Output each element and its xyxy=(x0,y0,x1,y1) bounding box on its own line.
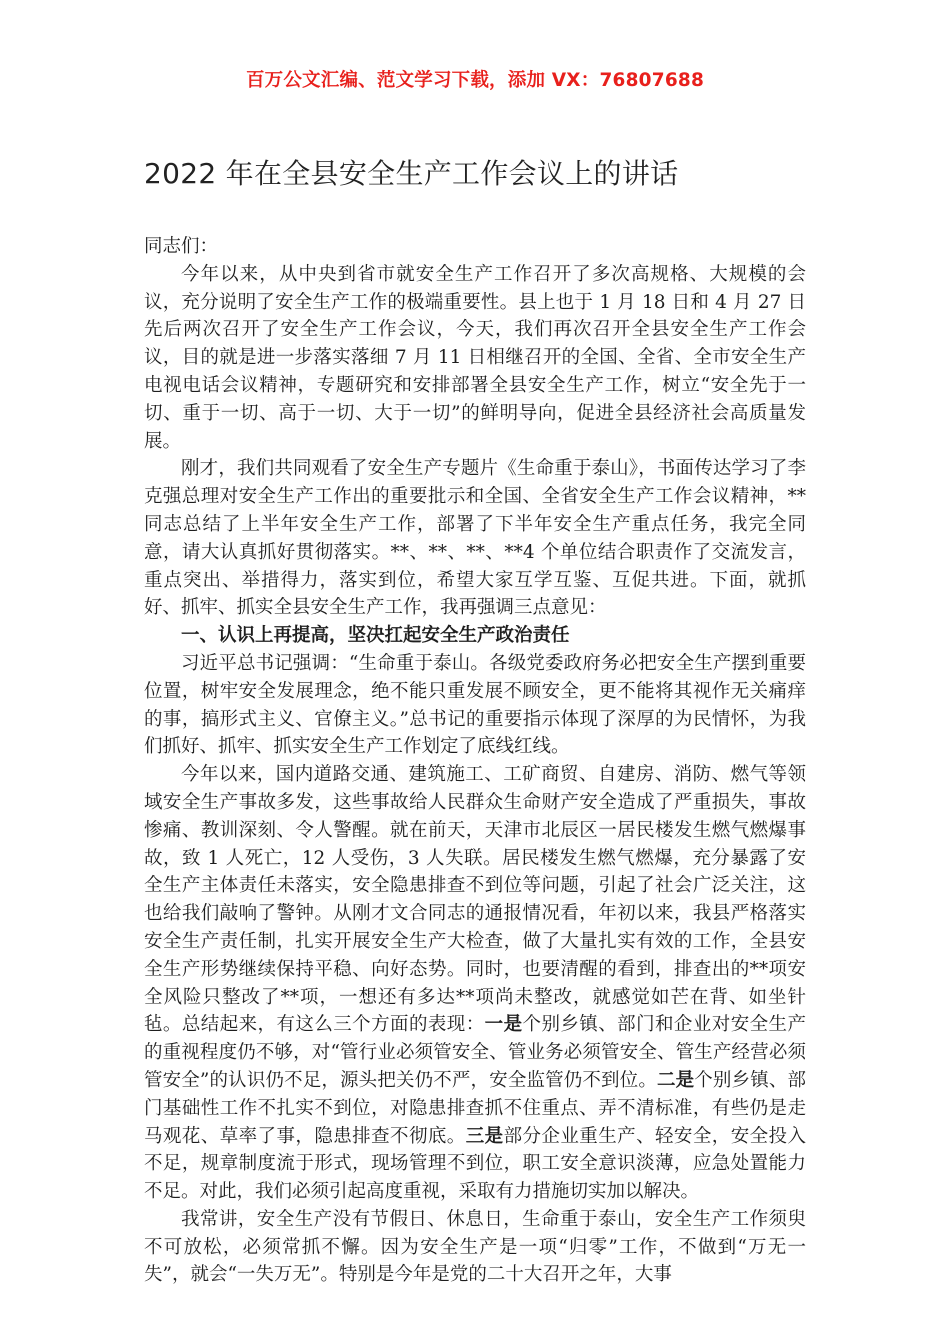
point-one-text: 个别乡镇、部门和企业对安全生产的重视程度仍不够，对“管行业必须管安全、管业务必须管安全、管生产经营必须管安全”的认识仍不足，源头把关仍不严，安全监管仍不到位。 xyxy=(144,1014,806,1091)
point-two-text: 个别乡镇、部门基础性工作不扎实不到位，对隐患排查抓不住重点、弄不清标准，有些仍是走马观花、草率了事，隐患排查不彻底。 xyxy=(144,1069,806,1147)
point-two-label: 二是 xyxy=(656,1069,695,1091)
document-body xyxy=(144,233,806,1289)
paragraph-3: 习近平总书记强调：“生命重于泰山。各级党委政府务必把安全生产摆到重要位置，树牢安全发展理念，绝不能只重发展不顾安全，更不能将其视作无关痛痒的事，搞形式主义、官僚主义。”总书记的重要指示体现了深厚的为民情怀，为我们抓好、抓牢、抓实安全生产工作划定了底线红线。 xyxy=(144,652,806,758)
section-heading-1: 一、认识上再提高，坚决扛起安全生产政治责任 xyxy=(181,625,570,647)
point-three-label: 三是 xyxy=(465,1125,504,1147)
point-three-text: 部分企业重生产、轻安全，安全投入不足，规章制度流于形式，现场管理不到位，职工安全意识淡薄，应急处置能力不足。对此，我们必须引起高度重视，采取有力措施切实加以解决。 xyxy=(144,1125,806,1203)
watermark-banner: 百万公文汇编、范文学习下载，添加 VX：76807688 xyxy=(245,70,705,91)
salutation: 同志们： xyxy=(144,236,219,257)
paragraph-5: 我常讲，安全生产没有节假日、休息日，生命重于泰山，安全生产工作须臾不可放松，必须常抓不懈。因为安全生产是一项“归零”工作，不做到“万无一失”，就会“一失万无”。特别是今年是党的二十大召开之年，大事 xyxy=(144,1208,806,1286)
paragraph-2: 刚才，我们共同观看了安全生产专题片《生命重于泰山》，书面传达学习了李克强总理对安全生产工作出的重要批示和全国、全省安全生产工作会议精神，**同志总结了上半年安全生产工作，部署了下半年安全生产重点任务，我完全同意，请大认真抓好贯彻落实。**、**、**、**4 个单位结合职责作了交流发言，重点突出、举措得力，落实到位，希望大家互学互鉴、互促共进。下面，就抓好、抓牢、抓实全县安全生产工作，我再强调三点意见： xyxy=(144,458,806,619)
document-title: 2022 年在全县安全生产工作会议上的讲话 xyxy=(144,157,679,190)
paragraph-1: 今年以来，从中央到省市就安全生产工作召开了多次高规格、大规模的会议，充分说明了安全生产工作的极端重要性。县上也于 1 月 18 日和 4 月 27 日先后两次召开了安全生产工作会议，今天，我们再次召开全县安全生产工作会议，目的就是进一步落实落细 7 月 11 日相继召开的全国、全省、全市安全生产电视电话会议精神，专题研究和安排部署全县安全生产工作，树立“安全先于一切、重于一切、高于一切、大于一切”的鲜明导向，促进全县经济社会高质量发展。 xyxy=(144,263,806,452)
paragraph-4 xyxy=(144,761,806,1206)
point-one-label: 一是 xyxy=(484,1014,523,1036)
paragraph-4-intro: 今年以来，国内道路交通、建筑施工、工矿商贸、自建房、消防、燃气等领域安全生产事故多发，这些事故给人民群众生命财产安全造成了严重损失，事故惨痛、教训深刻、令人警醒。就在前天，天津市北辰区一居民楼发生燃气燃爆事故，致 1 人死亡，12 人受伤，3 人失联。居民楼发生燃气燃爆，充分暴露了安全生产主体责任未落实，安全隐患排查不到位等问题，引起了社会广泛关注，这也给我们敲响了警钟。从刚才文合同志的通报情况看，年初以来，我县严格落实安全生产责任制，扎实开展安全生产大检查，做了大量扎实有效的工作，全县安全生产形势继续保持平稳、向好态势。同时，也要清醒的看到，排查出的**项安全风险只整改了**项，一想还有多达**项尚未整改，就感觉如芒在背、如坐针毡。总结起来，有这么三个方面的表现： xyxy=(144,764,806,1036)
